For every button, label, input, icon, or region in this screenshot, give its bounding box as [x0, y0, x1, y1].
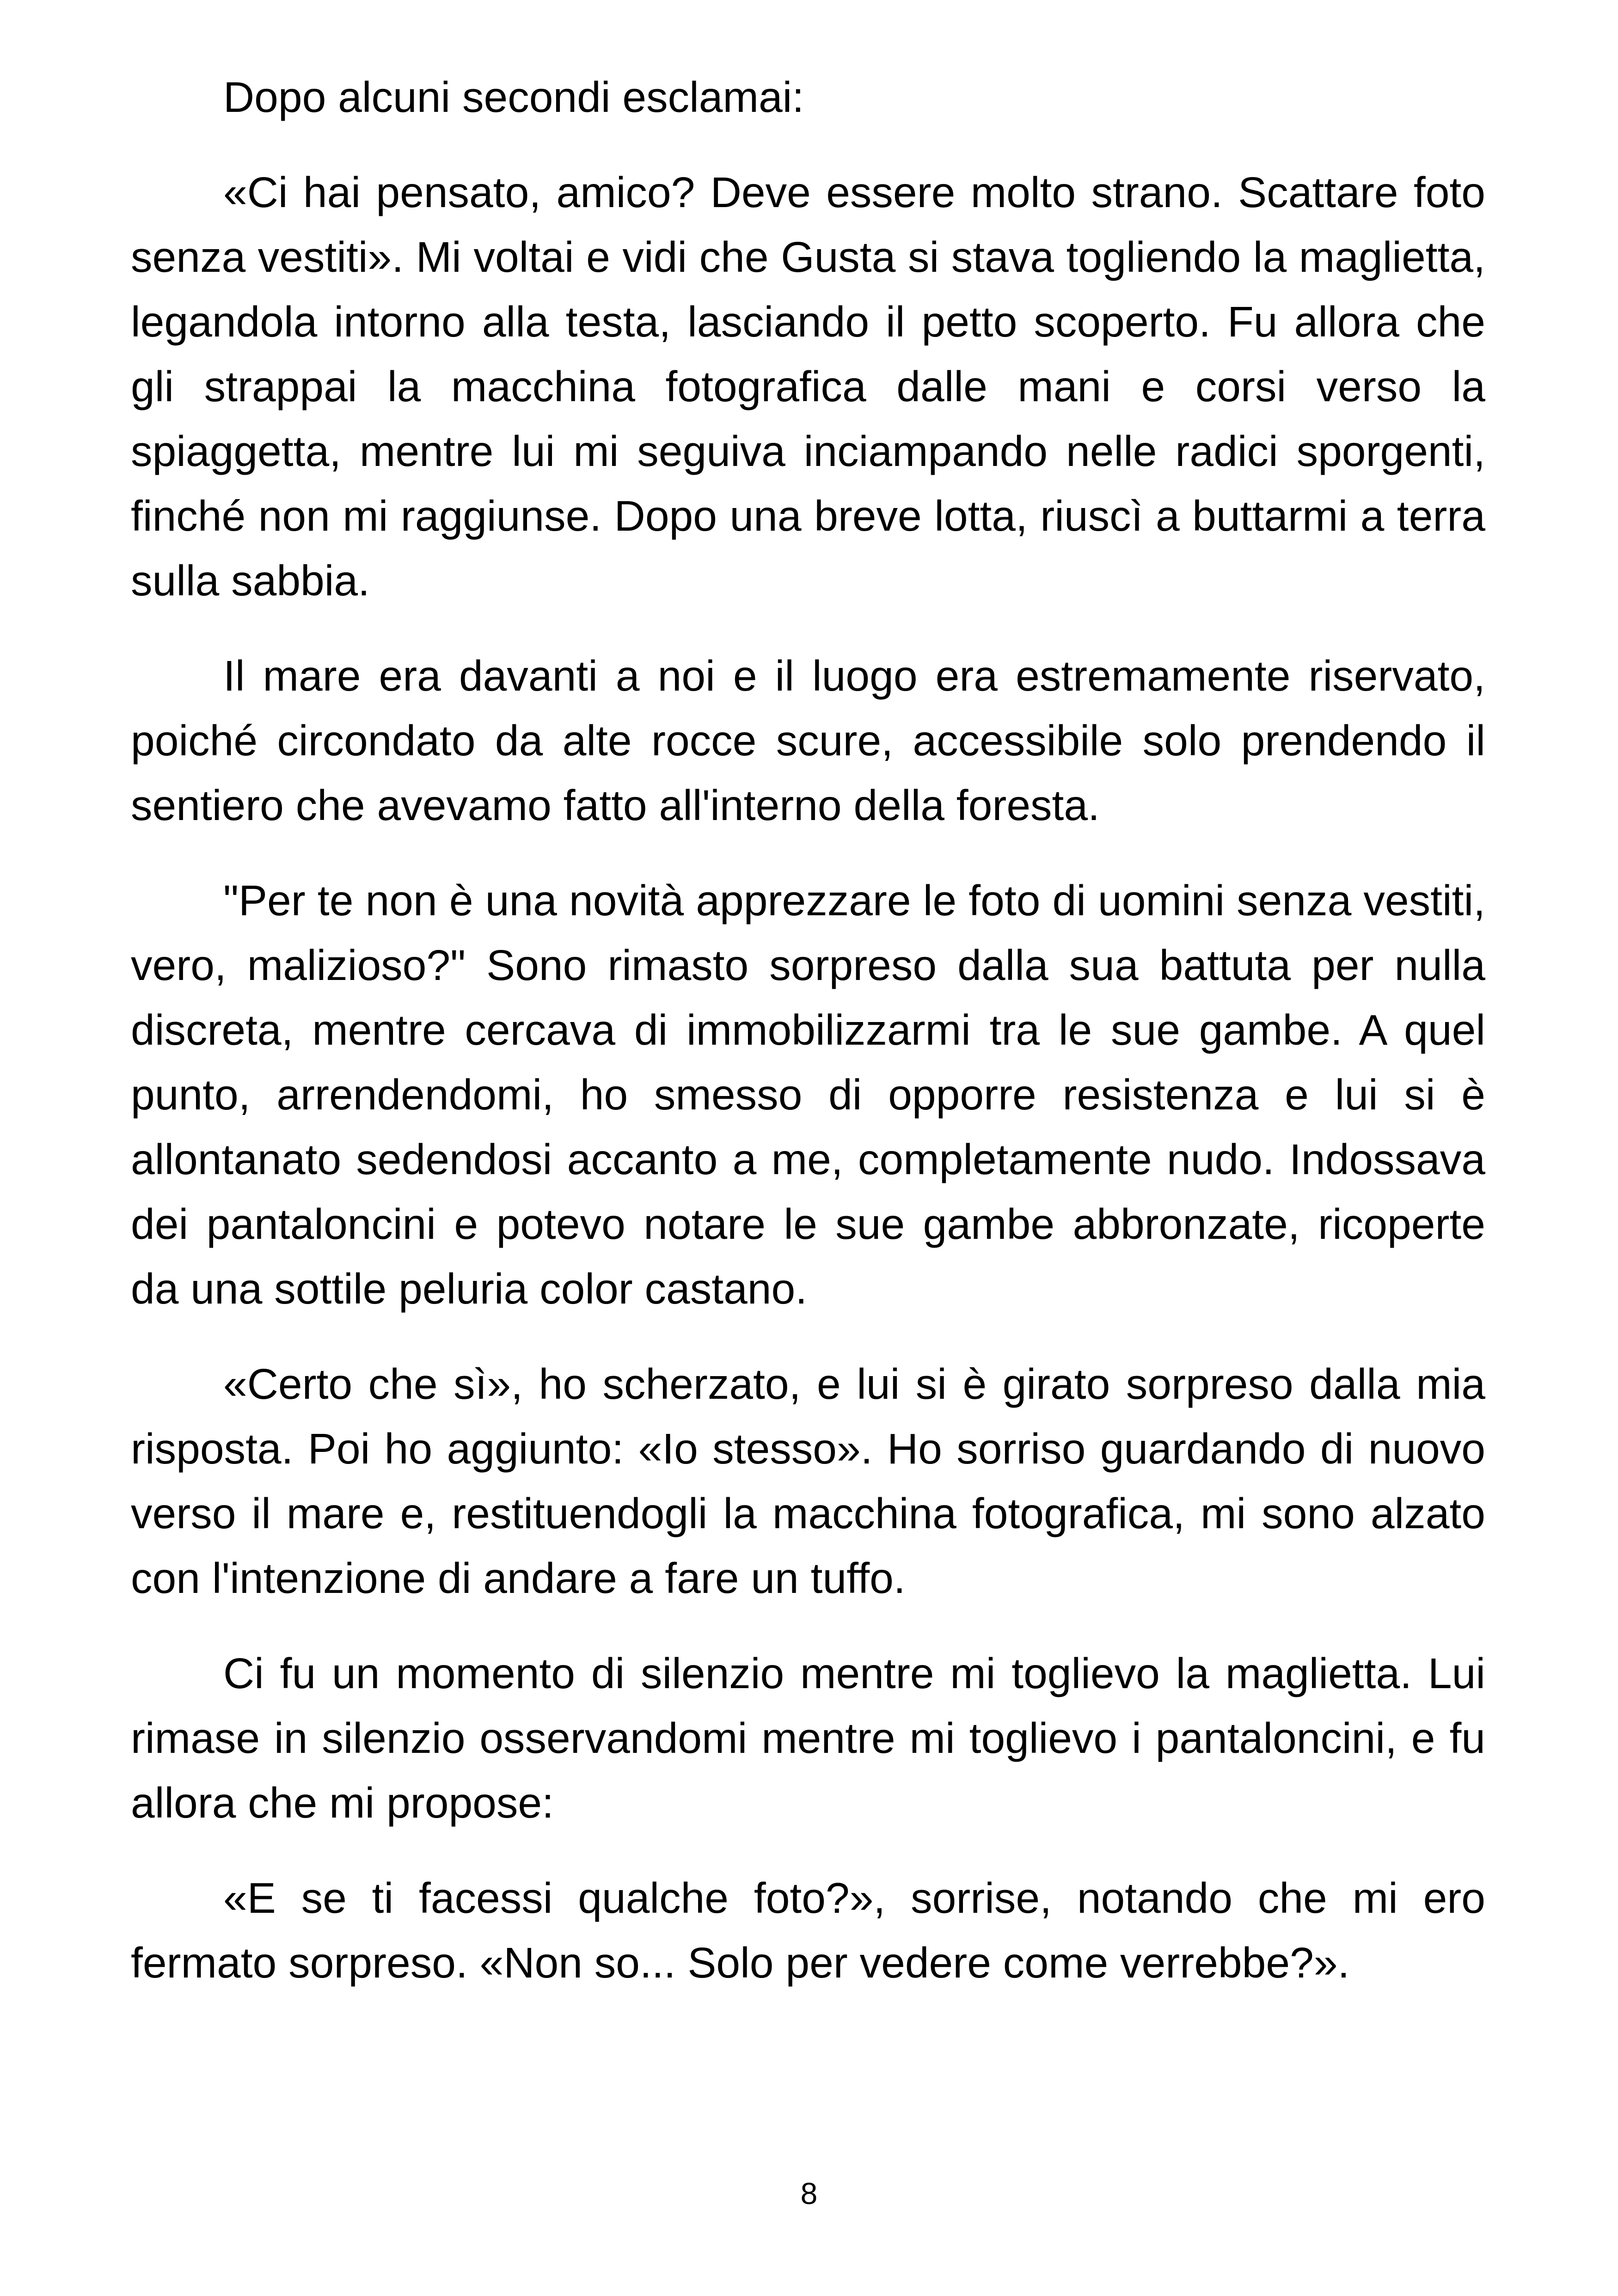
paragraph-7: «E se ti facessi qualche foto?», sorrise, notando che mi ero fermato sorpreso. «Non so... Solo per vedere come verrebbe?».: [131, 1874, 1485, 1987]
paragraph-1: Dopo alcuni secondi esclamai:: [223, 73, 804, 121]
paragraph-2: «Ci hai pensato, amico? Deve essere molto strano. Scattare foto senza vestiti». Mi voltai e vidi che Gusta si stava togliendo la maglietta, legandola intorno alla testa, lasciando il petto scoperto. Fu allora che gli strappai la macchina fotografica dalle mani e corsi verso la spiaggetta, mentre lui mi seguiva inciampando nelle radici sporgenti, finché non mi raggiunse. Dopo una breve lotta, riuscì a buttarmi a terra sulla sabbia.: [131, 168, 1485, 605]
body-text: [131, 65, 1485, 2026]
paragraph-6: Ci fu un momento di silenzio mentre mi toglievo la maglietta. Lui rimase in silenzio osservandomi mentre mi toglievo i pantaloncini, e fu allora che mi propose:: [131, 1649, 1485, 1827]
paragraph-5: «Certo che sì», ho scherzato, e lui si è girato sorpreso dalla mia risposta. Poi ho aggiunto: «Io stesso». Ho sorriso guardando di nuovo verso il mare e, restituendogli la macchina fotografica, mi sono alzato con l'intenzione di andare a fare un tuffo.: [131, 1360, 1485, 1602]
page-number: 8: [800, 2176, 818, 2210]
paragraph-3: Il mare era davanti a noi e il luogo era estremamente riservato, poiché circondato da alte rocce scure, accessibile solo prendendo il sentiero che avevamo fatto all'interno della foresta.: [131, 652, 1485, 829]
paragraph-4: "Per te non è una novità apprezzare le foto di uomini senza vestiti, vero, malizioso?" Sono rimasto sorpreso dalla sua battuta per nulla discreta, mentre cercava di immobilizzarmi tra le sue gambe. A quel punto, arrendendomi, ho smesso di opporre resistenza e lui si è allontanato sedendosi accanto a me, completamente nudo. Indossava dei pantaloncini e potevo notare le sue gambe abbronzate, ricoperte da una sottile peluria color castano.: [131, 876, 1485, 1313]
